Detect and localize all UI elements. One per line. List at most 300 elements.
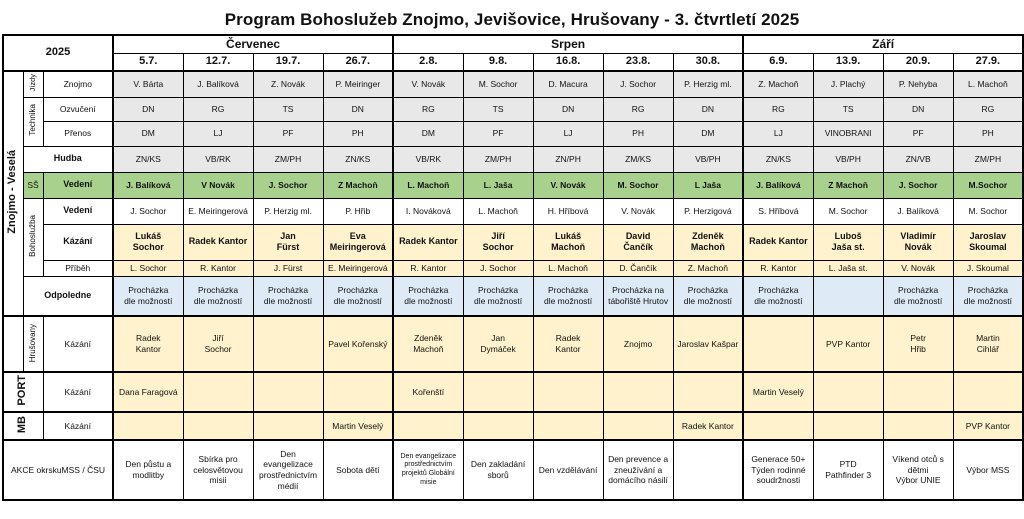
odpoledne-cell [393,276,463,316]
ss-vedeni-cell: V. Novák [533,172,603,198]
kazani-cell [463,224,533,260]
cell-line: Lukáš [555,230,582,241]
vedeni-cell: M. Sochor [953,198,1023,224]
hrusovany-kazani-cell [323,316,393,372]
cell-line: tábořiště Hrutov [608,295,669,306]
znojmo-cell: V. Bárta [113,71,183,97]
prenos-cell: LJ [183,121,253,146]
month-header: Srpen [393,35,743,53]
akce-label: AKCE okrskuMSS / ČSU [3,440,113,500]
cell-line: Radek Kantor [749,236,808,247]
ozvuceni-cell: DN [673,97,743,121]
ozvuceni-cell: TS [463,97,533,121]
cell-line: Eva [349,230,366,241]
vedeni-cell: P. Herzigová [673,198,743,224]
mb-kazani-cell [743,412,813,440]
odpoledne-cell [813,276,883,316]
znojmo-cell: L. Machoň [953,71,1023,97]
cell-line: Dymáček [480,344,516,354]
vedeni-cell: J. Sochor [113,198,183,224]
cell-line: Skoumal [969,242,1007,252]
odpoledne-cell [113,276,183,316]
akce-cell [393,440,463,500]
cell-line: Jaroslav Kašpar [677,338,739,349]
znojmo-cell: J. Balíková [183,71,253,97]
hudba-cell: ZM/PH [953,146,1023,172]
odpoledne-label: Odpoledne [23,276,113,316]
kazani-cell [113,224,183,260]
cell-line: Machoň [551,242,586,252]
hrusovany-kazani-cell [813,316,883,372]
mb-kazani-cell [813,412,883,440]
prenos-label: Přenos [43,121,113,146]
cell-line: Den zakladání [470,459,526,470]
date-header: 26.7. [323,53,393,71]
ozvuceni-cell: RG [953,97,1023,121]
port-kazani-cell [883,372,953,412]
cell-line: Procházka [267,285,309,296]
prenos-cell: PF [253,121,323,146]
kazani-cell [323,224,393,260]
hrusovany-kazani-cell [953,316,1023,372]
odpoledne-cell [253,276,323,316]
port-kazani-cell [813,372,883,412]
akce-cell [463,440,533,500]
cell-line: Jan [491,333,505,344]
ss-vedeni-cell: L. Machoň [393,172,463,198]
cell-line: Sbírka pro [198,454,238,465]
page-title: Program Bohoslužeb Znojmo, Jevišovice, Hrušovany - 3. čtvrtletí 2025 [224,10,800,29]
port-kazani-cell: Martin Veselý [743,372,813,412]
cell-line: zneužívání a [613,464,663,475]
date-header: 16.8. [533,53,603,71]
mb-kazani-cell: Martin Veselý [323,412,393,440]
pribeh-cell: L. Machoň [533,260,603,276]
odpoledne-cell [883,276,953,316]
cell-line: Cihlář [976,344,999,354]
hrusovany-kazani-cell [463,316,533,372]
ozvuceni-cell: DN [533,97,603,121]
kazani-cell [673,224,743,260]
znojmo-cell: J. Sochor [603,71,673,97]
date-header: 30.8. [673,53,743,71]
znojmo-cell: V. Novák [393,71,463,97]
cell-line: David [625,230,651,241]
cell-line: Radek [135,333,161,344]
cell-line: Meiringerová [329,242,386,252]
cell-line: misii [209,475,227,486]
month-header: Červenec [113,35,393,53]
port-kazani-label: Kázání [43,372,113,412]
prenos-cell: DM [673,121,743,146]
akce-cell [883,440,953,500]
kazani-label: Kázání [43,224,113,260]
group-znojmo-vesela [3,71,23,316]
cell-line: Procházka [547,285,589,296]
cell-line: dle možností [404,295,453,306]
cell-line: dle možností [543,295,593,306]
hudba-cell: ZN/PH [533,146,603,172]
cell-line: Procházka [687,285,728,296]
ss-vedeni-cell: M. Sochor [603,172,673,198]
mb-kazani-cell: PVP Kantor [953,412,1023,440]
cell-line: Procházka [337,285,378,296]
cell-line: Fürst [276,242,300,252]
group-mb-text: MB [16,416,29,434]
vedeni-cell: E. Meiringerová [183,198,253,224]
cell-line: Výbor MSS [966,464,1010,475]
date-header: 12.7. [183,53,253,71]
cell-line: Den vzdělávání [538,464,598,475]
prenos-cell: DM [393,121,463,146]
cell-line: Výbor UNIE [895,475,941,486]
pribeh-cell: J. Skoumal [953,260,1023,276]
odpoledne-cell [323,276,393,316]
cell-line: misie [420,478,437,486]
cell-line: Zdeněk [692,230,724,241]
group-technika [23,97,43,146]
cell-line: Hřib [910,344,926,354]
cell-line: Radek Kantor [399,236,458,247]
date-header: 5.7. [113,53,183,71]
cell-line: Machoň [413,344,444,354]
cell-line: Luboš [834,230,862,241]
vedeni-cell: V. Novák [603,198,673,224]
hrusovany-kazani-cell [743,316,813,372]
cell-line: médií [277,480,299,491]
cell-line: PVP Kantor [825,338,871,349]
cell-line: Machoň [690,242,725,252]
kazani-cell [813,224,883,260]
cell-line: dle možností [683,295,732,306]
znojmo-cell: P. Nehyba [883,71,953,97]
pribeh-cell: L. Sochor [113,260,183,276]
vedeni-cell: P. Herzig ml. [253,198,323,224]
hudba-cell: VB/PH [673,146,743,172]
hudba-cell: VB/RK [393,146,463,172]
mb-kazani-cell [183,412,253,440]
kazani-cell [743,224,813,260]
vedeni-cell: H. Hříbová [533,198,603,224]
odpoledne-cell [743,276,813,316]
pribeh-cell: R. Kantor [393,260,463,276]
kazani-cell [603,224,673,260]
hudba-cell: ZN/KS [743,146,813,172]
port-kazani-cell [533,372,603,412]
odpoledne-cell [603,276,673,316]
hudba-cell: VB/PH [813,146,883,172]
cell-line: dle možností [754,295,803,306]
cell-line: prostřednictvím [404,461,453,469]
mb-kazani-cell: Radek Kantor [673,412,743,440]
cell-line: Pavel Kořenský [328,338,388,349]
vedeni-label: Vedení [43,198,113,224]
vedeni-cell: P. Hřib [323,198,393,224]
cell-line: Procházka [477,285,519,296]
hudba-cell: VB/RK [183,146,253,172]
znojmo-label: Znojmo [43,71,113,97]
cell-line: celosvětovou [193,464,243,475]
znojmo-cell: D. Macura [533,71,603,97]
cell-line: Generace 50+ [751,454,806,465]
group-port [3,372,43,412]
cell-line: Zdeněk [414,333,443,344]
cell-line: Radek [555,333,581,344]
hrusovany-kazani-cell [393,316,463,372]
pribeh-cell: R. Kantor [183,260,253,276]
prenos-cell: PH [603,121,673,146]
date-header: 19.7. [253,53,323,71]
ozvuceni-cell: RG [393,97,463,121]
hudba-cell: ZN/KS [323,146,393,172]
group-bohosluzba-text: Bohoslužba [28,214,37,257]
ss-vedeni-cell: J. Sochor [883,172,953,198]
odpoledne-cell [463,276,533,316]
group-znojmo-vesela-text: Znojmo - Veselá [6,150,19,235]
prenos-cell: PF [883,121,953,146]
pribeh-cell: R. Kantor [743,260,813,276]
mb-kazani-cell [463,412,533,440]
port-kazani-cell [323,372,393,412]
cell-line: Pathfinder 3 [825,470,872,480]
pribeh-cell: J. Sochor [463,260,533,276]
akce-cell [743,440,813,500]
cell-line: Jan [280,230,296,241]
pribeh-cell: E. Meiringerová [323,260,393,276]
hudba-cell: ZM/KS [603,146,673,172]
hudba-cell: ZM/PH [463,146,533,172]
ss-vedeni-cell: J. Balíková [743,172,813,198]
cell-line: dle možností [333,295,382,306]
cell-line: PTD [839,459,857,470]
cell-line: Jiří [491,230,505,241]
hudba-cell: ZN/KS [113,146,183,172]
group-mb [3,412,43,440]
ozvuceni-label: Ozvučení [43,97,113,121]
cell-line: Procházka [408,285,449,296]
vedeni-cell: J. Balíková [883,198,953,224]
ss-vedeni-label: Vedení [43,172,113,198]
ozvuceni-cell: DN [323,97,393,121]
port-kazani-cell: Dana Faragová [113,372,183,412]
ss-vedeni-cell: M.Sochor [953,172,1023,198]
znojmo-cell: P. Meiringer [323,71,393,97]
akce-cell [253,440,323,500]
kazani-cell [953,224,1023,260]
hrusovany-kazani-label: Kázání [43,316,113,372]
cell-line: Novák [904,242,932,252]
mb-kazani-cell [533,412,603,440]
ozvuceni-cell: TS [253,97,323,121]
mb-kazani-cell [113,412,183,440]
cell-line: Den půstu a [125,459,172,470]
ozvuceni-cell: RG [183,97,253,121]
kazani-cell [883,224,953,260]
cell-line: Martin [976,333,1000,344]
odpoledne-cell [533,276,603,316]
cell-line: prostřednictvím [258,470,318,480]
prenos-cell: VINOBRANI [813,121,883,146]
hudba-label: Hudba [23,146,113,172]
ss-vedeni-cell: Z Machoň [813,172,883,198]
prenos-cell: PF [463,121,533,146]
pribeh-cell: V. Novák [883,260,953,276]
znojmo-cell: M. Sochor [463,71,533,97]
cell-line: dle možností [193,295,243,306]
port-kazani-cell [953,372,1023,412]
date-header: 2.8. [393,53,463,71]
group-jizdy-text: Jízdy [28,74,38,92]
akce-cell [113,440,183,500]
ozvuceni-cell: TS [813,97,883,121]
hrusovany-kazani-cell [883,316,953,372]
znojmo-cell: J. Plachý [813,71,883,97]
akce-cell [603,440,673,500]
ss-vedeni-cell: Z Machoň [323,172,393,198]
date-header: 23.8. [603,53,673,71]
hrusovany-kazani-cell [603,316,673,372]
akce-cell [813,440,883,500]
mb-kazani-cell [253,412,323,440]
group-hrusovany [23,316,43,372]
vedeni-cell: I. Nováková [393,198,463,224]
group-technika-text: Technika [28,104,37,136]
prenos-cell: PH [953,121,1023,146]
cell-line: dětmi [907,464,929,475]
vedeni-cell: M. Sochor [813,198,883,224]
date-header: 9.8. [463,53,533,71]
cell-line: Petr [910,333,926,344]
group-hrusovany-text: Hrušovany [28,323,37,362]
cell-line: dle možností [963,295,1012,306]
cell-line: Procházka na [612,285,665,296]
pribeh-cell: L. Jaša st. [813,260,883,276]
cell-line: Lukáš [135,230,162,241]
cell-line: Jiří [212,333,224,344]
port-kazani-cell [673,372,743,412]
cell-line: Kantor [555,344,581,354]
ozvuceni-cell: RG [743,97,813,121]
cell-line: Den prevence a [608,454,669,465]
kazani-cell [253,224,323,260]
cell-line: Procházka [197,285,239,296]
hrusovany-kazani-cell [533,316,603,372]
group-bohosluzba [23,198,43,276]
prenos-cell: LJ [533,121,603,146]
cell-line: Jaroslav [969,230,1007,241]
cell-line: Čančík [623,242,653,252]
akce-cell [323,440,393,500]
cell-line: dle možností [263,295,313,306]
pribeh-label: Příběh [43,260,113,276]
vedeni-cell: S. Hříbová [743,198,813,224]
hrusovany-kazani-cell [673,316,743,372]
pribeh-cell: Z. Machoň [673,260,743,276]
schedule-table [2,34,1024,501]
cell-line: dle možností [124,295,173,306]
cell-line: Radek Kantor [188,236,248,247]
group-port-text: PORT [16,375,29,406]
kazani-cell [533,224,603,260]
hudba-cell: ZN/VB [883,146,953,172]
kazani-cell [393,224,463,260]
cell-line: Sobota dětí [336,464,380,475]
ozvuceni-cell: DN [883,97,953,121]
port-kazani-cell [463,372,533,412]
akce-cell [673,440,743,500]
cell-line: Víkend otců s [892,454,944,465]
cell-line: Týden rodinné [751,464,806,475]
hudba-cell: ZM/PH [253,146,323,172]
cell-line: modlitby [132,470,165,480]
mb-kazani-cell [883,412,953,440]
date-header: 13.9. [813,53,883,71]
date-header: 27.9. [953,53,1023,71]
pribeh-cell: J. Fürst [253,260,323,276]
pribeh-cell: D. Čančík [603,260,673,276]
znojmo-cell: P. Herzig ml. [673,71,743,97]
cell-line: Den evangelizace [263,448,313,470]
cell-line: Procházka [967,285,1008,296]
akce-cell [533,440,603,500]
cell-line: projektů Globální [401,470,455,477]
kazani-cell [183,224,253,260]
odpoledne-cell [673,276,743,316]
port-kazani-cell: Kořenští [393,372,463,412]
ss-vedeni-cell: J. Sochor [253,172,323,198]
spacer-cell [3,316,23,372]
group-ss: SŠ [23,172,43,198]
mb-kazani-cell [393,412,463,440]
date-header: 6.9. [743,53,813,71]
prenos-cell: DM [113,121,183,146]
akce-cell [953,440,1023,500]
cell-line: Znojmo [623,338,653,349]
ozvuceni-cell: RG [603,97,673,121]
vedeni-cell: L. Machoň [463,198,533,224]
port-kazani-cell [253,372,323,412]
month-header: Září [743,35,1023,53]
year-header: 2025 [3,35,113,71]
mb-kazani-cell [603,412,673,440]
odpoledne-cell [183,276,253,316]
hrusovany-kazani-cell [113,316,183,372]
cell-line: Den evangelizace [400,452,457,460]
cell-line: Sochor [132,242,164,252]
hrusovany-kazani-cell [253,316,323,372]
znojmo-cell: Z. Novák [253,71,323,97]
port-kazani-cell [183,372,253,412]
cell-line: Procházka [758,285,799,296]
cell-line: Jaša st. [831,242,865,252]
cell-line: soudržnosti [756,475,801,486]
cell-line: Sochor [482,242,514,252]
prenos-cell: LJ [743,121,813,146]
group-jizdy [23,71,43,97]
znojmo-cell: Z. Machoň [743,71,813,97]
cell-line: Procházka [128,285,169,296]
ss-vedeni-cell: L. Jaša [463,172,533,198]
akce-cell [183,440,253,500]
ss-vedeni-cell: J. Balíková [113,172,183,198]
ss-vedeni-cell: L Jaša [673,172,743,198]
hrusovany-kazani-cell [183,316,253,372]
cell-line: Sochor [204,344,232,354]
prenos-cell: PH [323,121,393,146]
cell-line: Vladimír [900,230,936,241]
cell-line: Kantor [135,344,161,354]
odpoledne-cell [953,276,1023,316]
